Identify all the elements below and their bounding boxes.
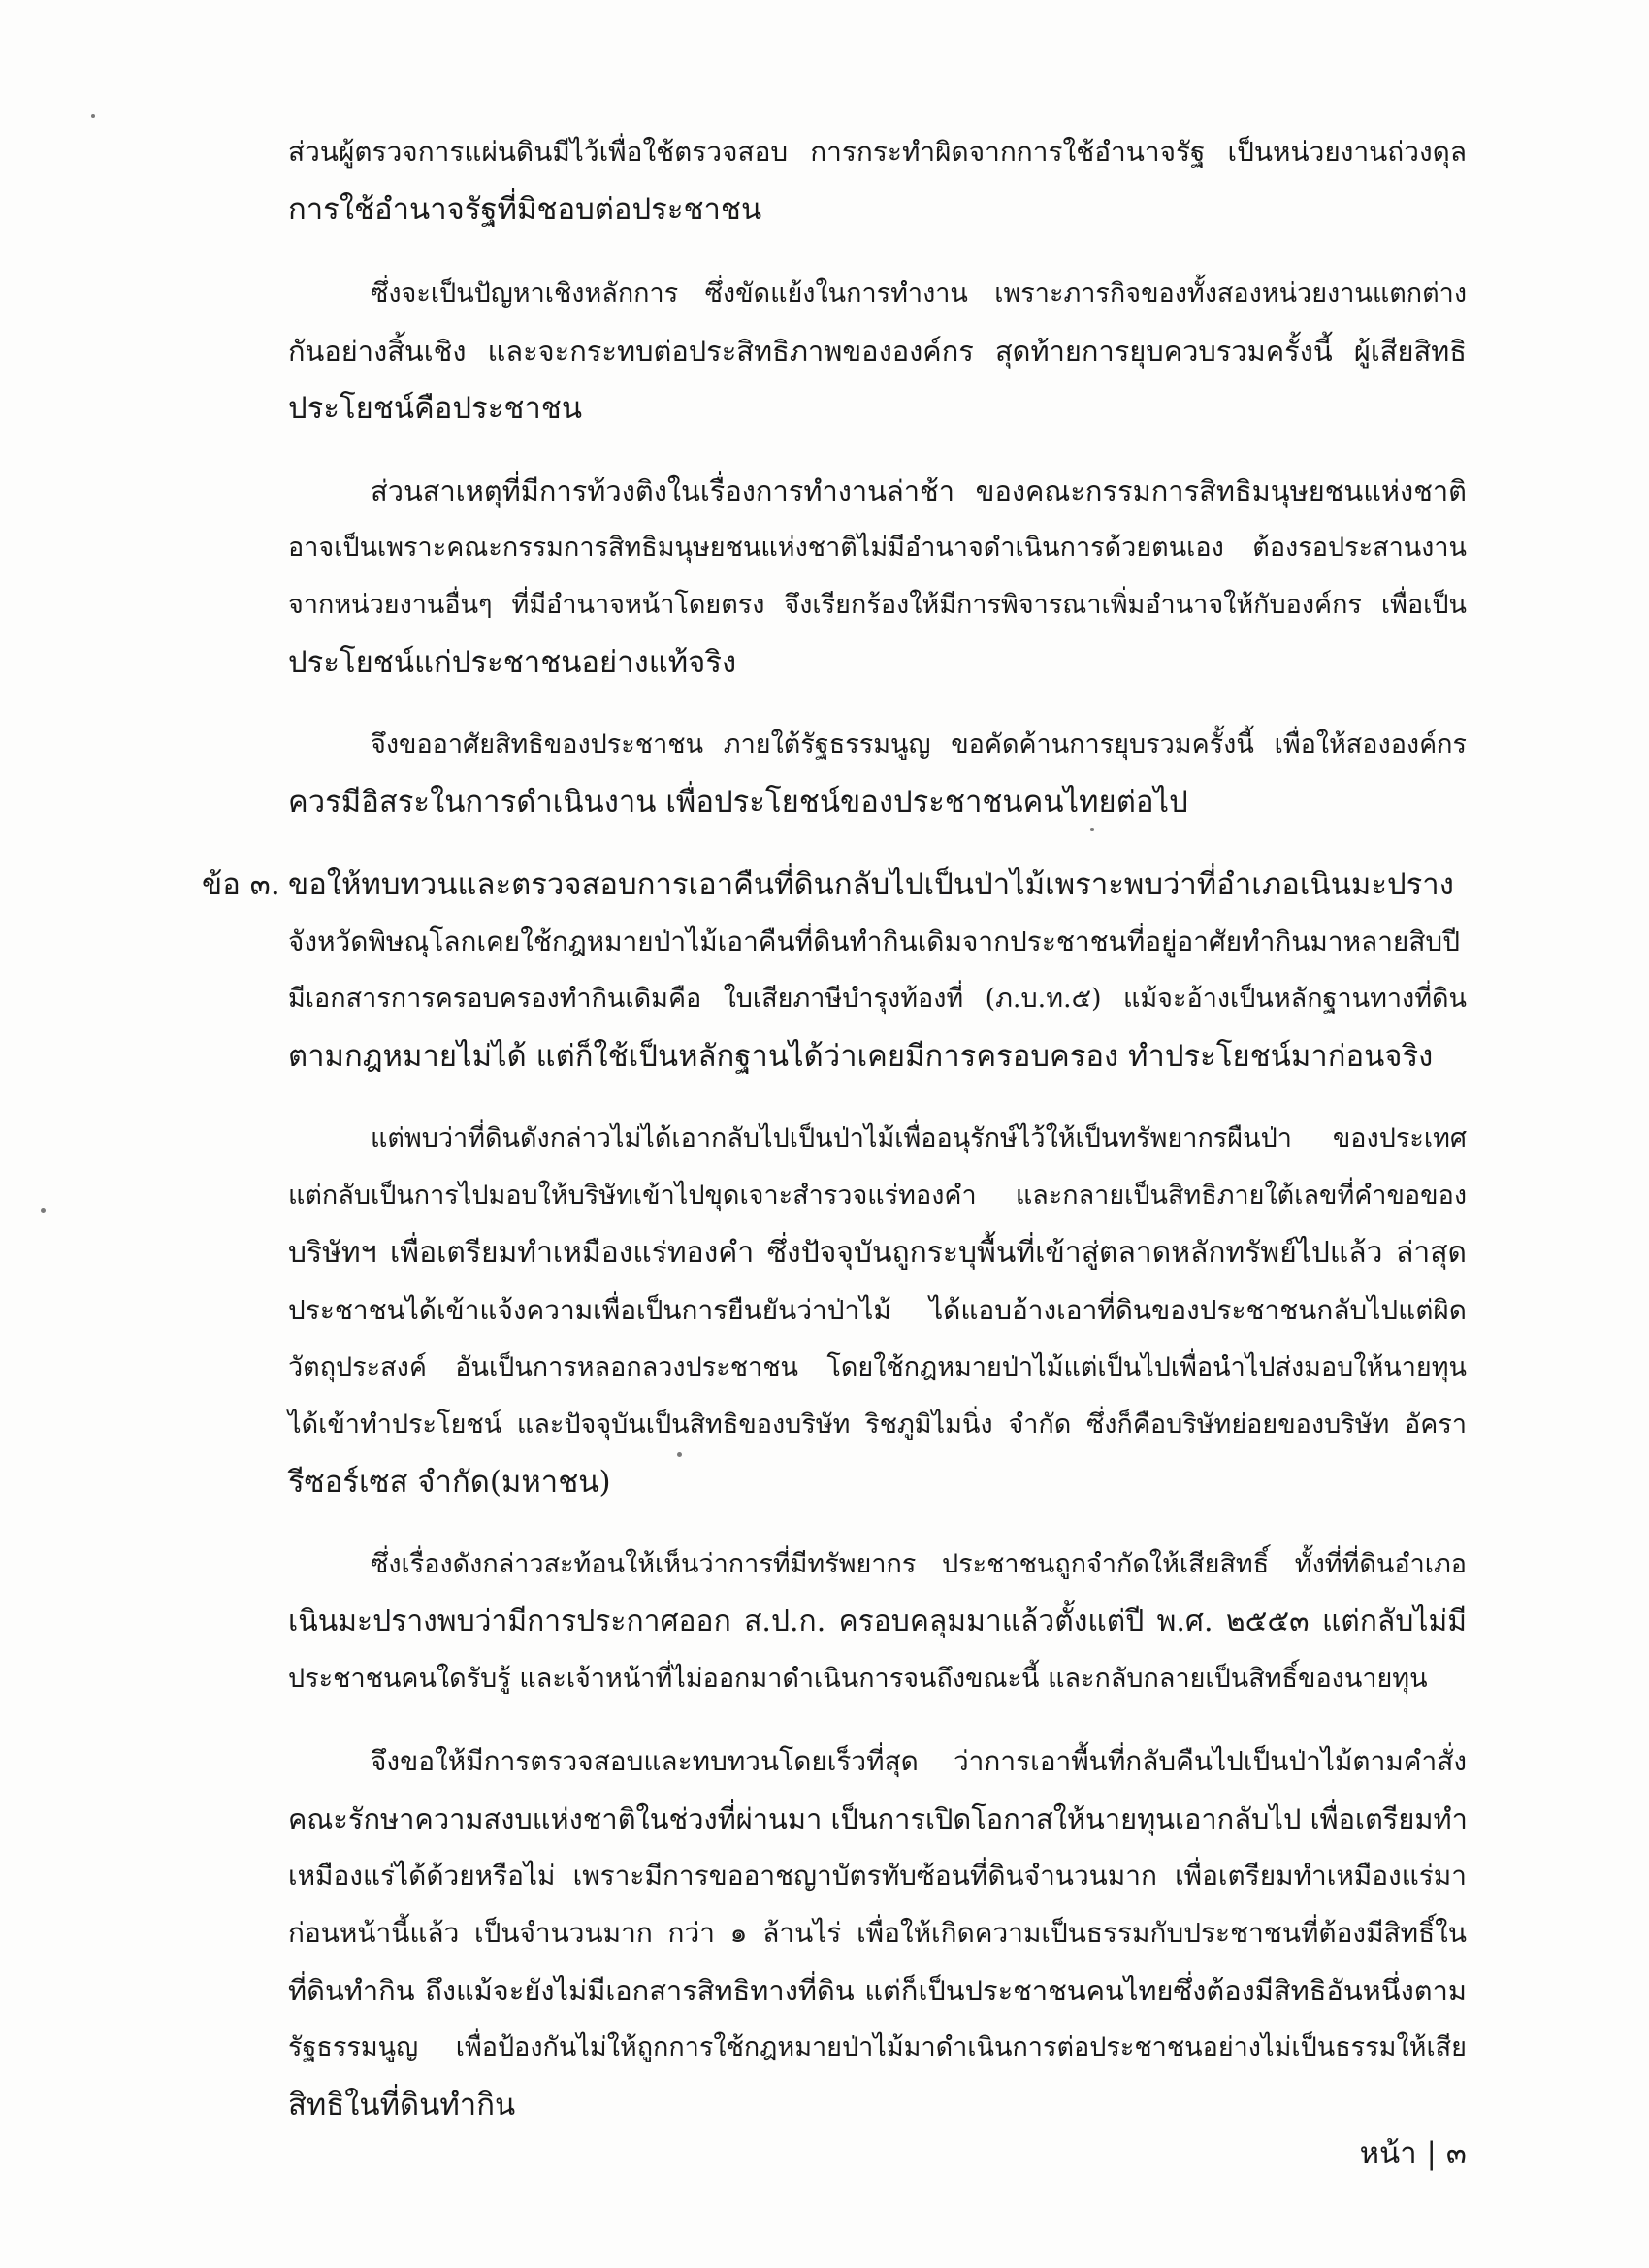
scan-speck [677,1452,682,1457]
text-line: กันอย่างสิ้นเชิง และจะกระทบต่อประสิทธิภาพขององค์กร สุดท้ายการยุบควบรวมครั้งนี้ ผู้เสียสิทธิ [288,335,1467,368]
text-line: วัตถุประสงค์ อันเป็นการหลอกลวงประชาชน โดยใช้กฎหมายป่าไม้แต่เป็นไปเพื่อนำไปส่งมอบให้นายทุน [288,1352,1467,1382]
text-line: ตามกฎหมายไม่ได้ แต่ก็ใช้เป็นหลักฐานได้ว่าเคยมีการครอบครอง ทำประโยชน์มาก่อนจริง [288,1039,1434,1074]
text-line: จังหวัดพิษณุโลกเคยใช้กฎหมายป่าไม้เอาคืนที่ดินทำกินเดิมจากประชาชนที่อยู่อาศัยทำกินมาหลายสิบปี [288,925,1460,957]
text-line: ที่ดินทำกิน ถึงแม้จะยังไม่มีเอกสารสิทธิทางที่ดิน แต่ก็เป็นประชาชนคนไทยซึ่งต้องมีสิทธิอันหนึ่งตาม [288,1974,1467,2007]
text-line: การใช้อำนาจรัฐที่มิชอบต่อประชาชน [288,192,762,227]
text-line: เหมืองแร่ได้ด้วยหรือไม่ เพราะมีการขออาชญาบัตรทับซ้อนที่ดินจำนวนมาก เพื่อเตรียมทำเหมืองแร่มา [288,1860,1467,1892]
text-line: ขอให้ทบทวนและตรวจสอบการเอาคืนที่ดินกลับไปเป็นป่าไม้เพราะพบว่าที่อำเภอเนินมะปราง [288,867,1454,902]
text-line: ประชาชนได้เข้าแจ้งความเพื่อเป็นการยืนยันว่าป่าไม้ ได้แอบอ้างเอาที่ดินของประชาชนกลับไปแต่ผิด [288,1294,1467,1326]
text-line: ซึ่งจะเป็นปัญหาเชิงหลักการ ซึ่งขัดแย้งในการทำงาน เพราะภารกิจของทั้งสองหน่วยงานแตกต่าง [371,278,1467,308]
text-line: เนินมะปรางพบว่ามีการประกาศออก ส.ป.ก. ครอบคลุมมาแล้วตั้งแต่ปี พ.ศ. ๒๕๕๓ แต่กลับไม่มี [288,1604,1467,1638]
text-line: รีซอร์เซส จำกัด(มหาชน) [288,1465,611,1500]
text-line: จึงขออาศัยสิทธิของประชาชน ภายใต้รัฐธรรมนูญ ขอคัดค้านการยุบรวมครั้งนี้ เพื่อให้สององค์กร [371,729,1467,760]
text-line: แต่กลับเป็นการไปมอบให้บริษัทเข้าไปขุดเจาะสำรวจแร่ทองคำ และกลายเป็นสิทธิภายใต้เลขที่คำขอของ [288,1181,1467,1211]
text-line: รัฐธรรมนูญ เพื่อป้องกันไม่ให้ถูกการใช้กฎหมายป่าไม้มาดำเนินการต่อประชาชนอย่างไม่เป็นธรรมให้เสีย [288,2032,1467,2062]
text-line: มีเอกสารการครอบครองทำกินเดิมคือ ใบเสียภาษีบำรุงท้องที่ (ภ.บ.ท.๕) แม้จะอ้างเป็นหลักฐานทางที่ดิน [288,984,1467,1014]
text-line: บริษัทฯ เพื่อเตรียมทำเหมืองแร่ทองคำ ซึ่งปัจจุบันถูกระบุพื้นที่เข้าสู่ตลาดหลักทรัพย์ไปแล้ว ล่าสุด [288,1236,1467,1270]
scan-speck [91,114,95,118]
text-line: จากหน่วยงานอื่นๆ ที่มีอำนาจหน้าโดยตรง จึงเรียกร้องให้มีการพิจารณาเพิ่มอำนาจให้กับองค์กร เพื่อเป็น [288,590,1467,620]
text-line: จึงขอให้มีการตรวจสอบและทบทวนโดยเร็วที่สุด ว่าการเอาพื้นที่กลับคืนไปเป็นป่าไม้ตามคำสั่ง [371,1745,1467,1777]
text-line: แต่พบว่าที่ดินดังกล่าวไม่ได้เอากลับไปเป็นป่าไม้เพื่ออนุรักษ์ไว้ให้เป็นทรัพยากรผืนป่า ของประเทศ [371,1123,1467,1153]
text-line: ส่วนผู้ตรวจการแผ่นดินมีไว้เพื่อใช้ตรวจสอบ การกระทำผิดจากการใช้อำนาจรัฐ เป็นหน่วยงานถ่วงดุล [288,136,1467,168]
text-line: ส่วนสาเหตุที่มีการท้วงติงในเรื่องการทำงานล่าช้า ของคณะกรรมการสิทธิมนุษยชนแห่งชาติ [371,474,1467,507]
text-line: ได้เข้าทำประโยชน์ และปัจจุบันเป็นสิทธิของบริษัท ริชภูมิไมนิ่ง จำกัด ซึ่งก็คือบริษัทย่อยของบริษัท อัครา [288,1409,1467,1440]
scan-speck [1090,828,1094,831]
text-line: คณะรักษาความสงบแห่งชาติในช่วงที่ผ่านมา เป็นการเปิดโอกาสให้นายทุนเอากลับไป เพื่อเตรียมทำ [288,1802,1468,1835]
text-line: ประโยชน์คือประชาชน [288,391,583,426]
text-line: ควรมีอิสระในการดำเนินงาน เพื่อประโยชน์ของประชาชนคนไทยต่อไป [288,785,1188,820]
item-number: ข้อ ๓. [202,867,280,902]
scan-speck [41,1208,46,1213]
text-line: ก่อนหน้านี้แล้ว เป็นจำนวนมาก กว่า ๑ ล้านไร่ เพื่อให้เกิดความเป็นธรรมกับประชาชนที่ต้องมีสิทธิ์ใน [288,1917,1467,1949]
page-number: หน้า | ๓ [1359,2136,1467,2171]
text-line: ประโยชน์แก่ประชาชนอย่างแท้จริง [288,645,737,680]
text-line: สิทธิในที่ดินทำกิน [288,2088,516,2122]
text-line: ประชาชนคนใดรับรู้ และเจ้าหน้าที่ไม่ออกมาดำเนินการจนถึงขณะนี้ และกลับกลายเป็นสิทธิ์ของนายทุน [288,1664,1428,1694]
text-line: ซึ่งเรื่องดังกล่าวสะท้อนให้เห็นว่าการที่มีทรัพยากร ประชาชนถูกจำกัดให้เสียสิทธิ์ ทั้งที่ที่ดินอำเภอ [371,1549,1467,1579]
text-line: อาจเป็นเพราะคณะกรรมการสิทธิมนุษยชนแห่งชาติไม่มีอำนาจดำเนินการด้วยตนเอง ต้องรอประสานงาน [288,533,1467,563]
